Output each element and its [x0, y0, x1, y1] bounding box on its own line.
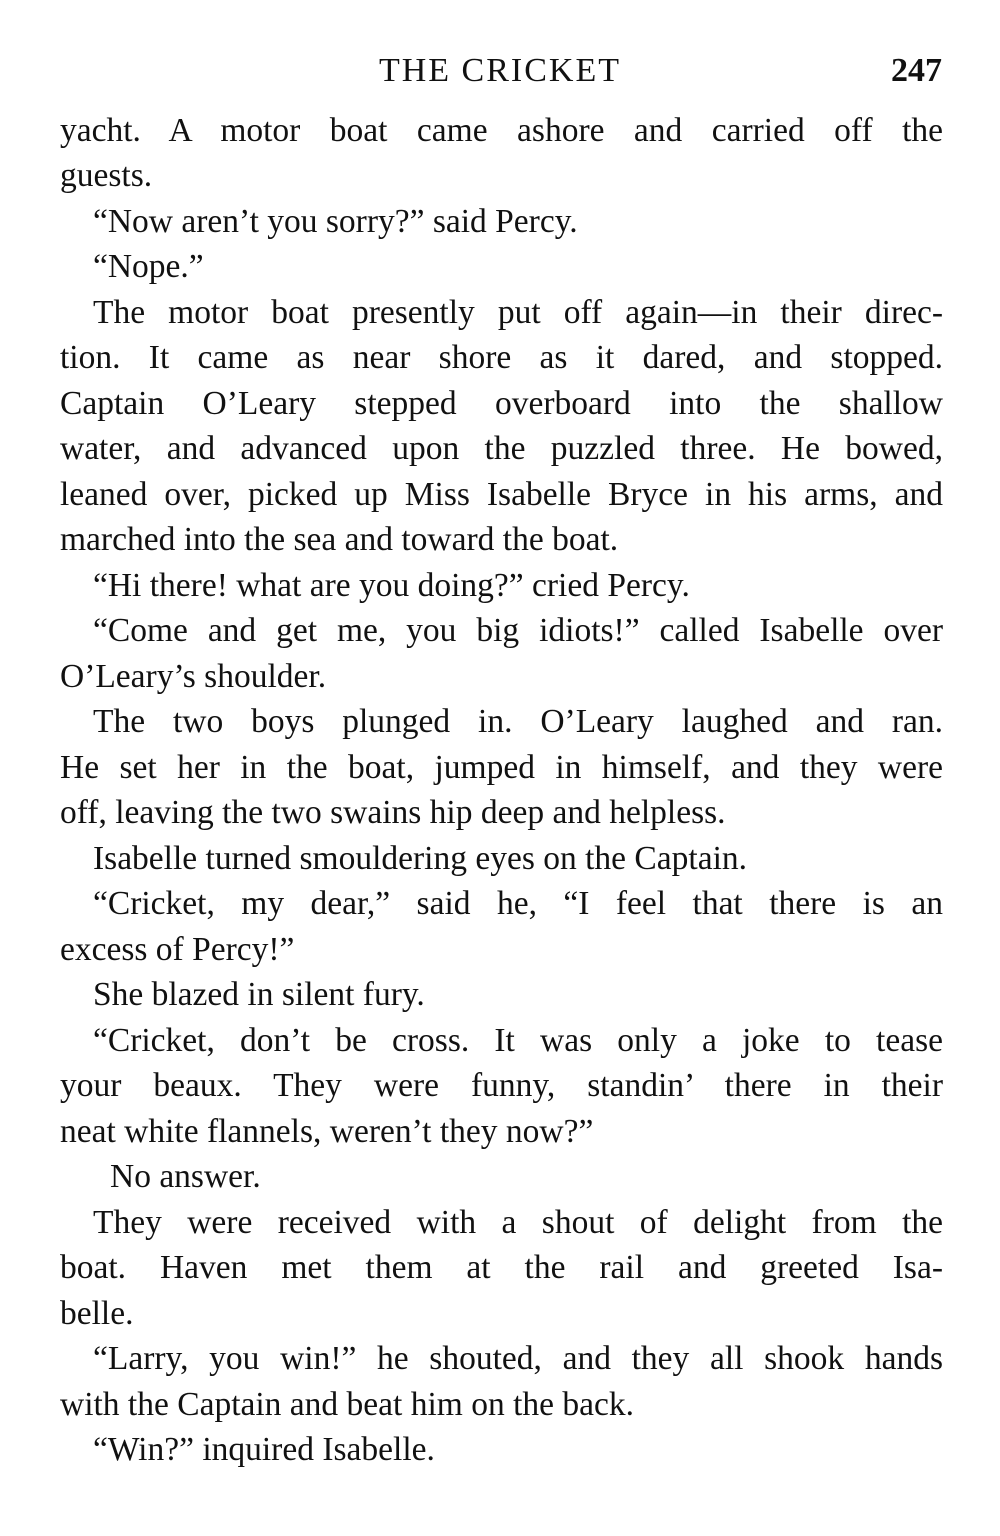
text-line: water, and advanced upon the puzzled three. He bowed, — [60, 430, 943, 467]
text-line: Isabelle turned smouldering eyes on the Captain. — [93, 840, 748, 877]
text-line: “Come and get me, you big idiots!” called Isabelle over — [93, 612, 943, 649]
text-line: “Cricket, don’t be cross. It was only a joke to tease — [93, 1022, 943, 1059]
text-line: “Nope.” — [93, 248, 204, 285]
text-line: No answer. — [110, 1158, 261, 1195]
text-line: with the Captain and beat him on the back. — [60, 1386, 634, 1423]
text-line: guests. — [60, 157, 153, 194]
text-line: “Cricket, my dear,” said he, “I feel that there is an — [93, 885, 943, 922]
text-line: off, leaving the two swains hip deep and helpless. — [60, 794, 726, 831]
running-head — [0, 52, 1000, 92]
text-line: O’Leary’s shoulder. — [60, 658, 327, 695]
text-line: “Win?” inquired Isabelle. — [93, 1431, 435, 1468]
text-line: The two boys plunged in. O’Leary laughed and ran. — [93, 703, 943, 740]
text-line: yacht. A motor boat came ashore and carried off the — [60, 112, 943, 149]
text-line: They were received with a shout of delight from the — [93, 1204, 943, 1241]
running-title: THE CRICKET — [378, 52, 622, 89]
page-number: 247 — [891, 52, 942, 89]
text-line: Captain O’Leary stepped overboard into the shallow — [60, 385, 943, 422]
text-line: leaned over, picked up Miss Isabelle Bryce in his arms, and — [60, 476, 943, 513]
text-line: He set her in the boat, jumped in himself, and they were — [60, 749, 943, 786]
text-line: “Hi there! what are you doing?” cried Percy. — [93, 567, 690, 604]
text-line: She blazed in silent fury. — [93, 976, 425, 1013]
text-line: The motor boat presently put off again—in their direc- — [93, 294, 943, 331]
text-line: neat white flannels, weren’t they now?” — [60, 1113, 594, 1150]
text-line: marched into the sea and toward the boat. — [60, 521, 619, 558]
text-line: tion. It came as near shore as it dared, and stopped. — [60, 339, 943, 376]
text-line: boat. Haven met them at the rail and greeted Isa- — [60, 1249, 943, 1286]
text-line: “Larry, you win!” he shouted, and they all shook hands — [93, 1340, 943, 1377]
text-line: excess of Percy!” — [60, 931, 295, 968]
text-line: your beaux. They were funny, standin’ there in their — [60, 1067, 943, 1104]
text-line: belle. — [60, 1295, 134, 1332]
text-line: “Now aren’t you sorry?” said Percy. — [93, 203, 578, 240]
